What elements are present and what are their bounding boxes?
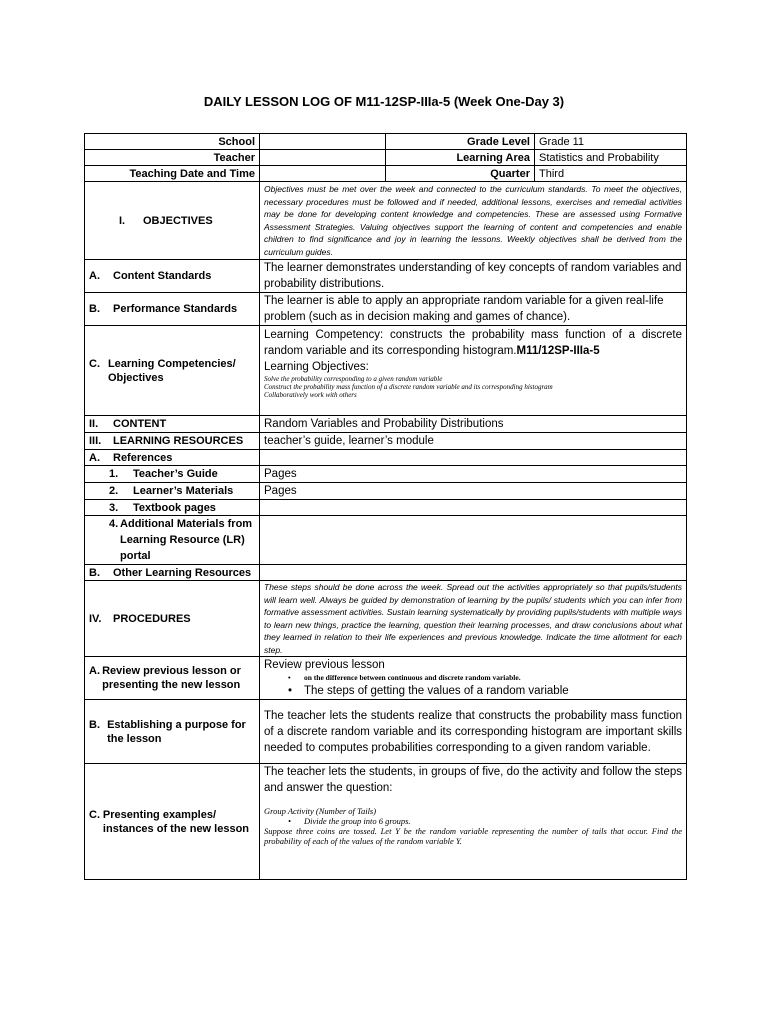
procedures-label: IV. PROCEDURES: [85, 581, 260, 657]
review-heading: Review previous lesson: [264, 659, 385, 671]
additional-materials-value: [260, 516, 687, 565]
group-activity-text: Suppose three coins are tossed. Let Y be the random variable representing the number of tails that occur. Find the probability of each of the values of the random variable Y.: [264, 826, 682, 846]
school-label: School: [85, 134, 260, 150]
teacher-label: Teacher: [85, 150, 260, 166]
procedures-note: These steps should be done across the week. Spread out the activities appropriately so that pupils/students will learn well. Always be guided by demonstration of learning by the pupils/ students which you can infer from formative assessment activities. Sustain learning systematically by providing pupils/students with multiple ways to learn new things, practice the learning, question their learning processes, and draw conclusions about what they learned in relation to their life experiences and previous knowledge. Indicate the time allotment for each step.: [260, 581, 687, 657]
purpose-label: B. Establishing a purpose for the lesson: [85, 700, 260, 764]
review-bullet-1: • on the difference between continuous and discrete random variable.: [264, 673, 682, 683]
learning-resources-label: III. LEARNING RESOURCES: [85, 433, 260, 450]
review-bullet-2: • The steps of getting the values of a random variable: [264, 683, 682, 699]
purpose-text: The teacher lets the students realize that constructs the probability mass function of a discrete random variable and its corresponding histogram are important skills needed to computes probabilities corresponding to a given random variable.: [260, 700, 687, 764]
teacher-value: [260, 150, 386, 166]
lesson-log-table: [84, 133, 686, 880]
competency-text: Learning Competency: constructs the probability mass function of a discrete random variable and its corresponding histogram.: [264, 329, 682, 357]
page-title: DAILY LESSON LOG OF M11-12SP-IIIa-5 (Week One-Day 3): [203, 94, 565, 109]
textbook-pages-label: 3. Textbook pages: [85, 500, 260, 516]
textbook-pages-value: [260, 500, 687, 516]
examples-cell: [260, 764, 687, 880]
review-label: A. Review previous lesson or presenting the new lesson: [85, 657, 260, 700]
group-activity-title: Group Activity (Number of Tails): [264, 806, 377, 816]
learning-resources-text: teacher’s guide, learner’s module: [260, 433, 687, 450]
other-resources-value: [260, 565, 687, 581]
objectives-note: Objectives must be met over the week and connected to the curriculum standards. To meet the objectives, necessary procedures must be followed and if needed, additional lessons, exercises and remedial activities may be done for developing content knowledge and competencies. These are assessed using Formative Assessment Strategies. Valuing objectives support the learning of content and competencies and enable children to find significance and joy in learning the lessons. Weekly objectives shall be derived from the curriculum guides.: [260, 182, 687, 260]
additional-materials-label: 4. Additional Materials from Learning Resource (LR) portal: [85, 516, 260, 565]
learning-area-value: Statistics and Probability: [535, 150, 687, 166]
references-label: A. References: [85, 450, 260, 466]
teaching-date-label: Teaching Date and Time: [85, 166, 260, 182]
teaching-date-value: [260, 166, 386, 182]
learners-materials-label: 2. Learner’s Materials: [85, 483, 260, 500]
examples-text: The teacher lets the students, in groups of five, do the activity and follow the steps and answer the question:: [264, 766, 682, 794]
content-standards-label: A. Content Standards: [85, 260, 260, 293]
school-value: [260, 134, 386, 150]
learners-materials-value: Pages: [260, 483, 687, 500]
learning-objective-1: Solve the probability corresponding to a given random variable: [264, 375, 443, 383]
content-label: II. CONTENT: [85, 416, 260, 433]
competency-code: M11/12SP-IIIa-5: [516, 345, 600, 357]
learning-objectives-heading: Learning Objectives:: [264, 361, 369, 373]
examples-label: C. Presenting examples/ instances of the new lesson: [85, 764, 260, 880]
content-standards-text: The learner demonstrates understanding of key concepts of random variables and probability distributions.: [260, 260, 687, 293]
learning-area-label: Learning Area: [386, 150, 535, 166]
content-text: Random Variables and Probability Distributions: [260, 416, 687, 433]
grade-level-value: Grade 11: [535, 134, 687, 150]
references-value: [260, 450, 687, 466]
objectives-label: I. OBJECTIVES: [85, 182, 260, 260]
grade-level-label: Grade Level: [386, 134, 535, 150]
learning-objective-3: Collaboratively work with others: [264, 391, 357, 399]
quarter-value: Third: [535, 166, 687, 182]
competencies-label: C. Learning Competencies/ Objectives: [85, 326, 260, 416]
review-cell: [260, 657, 687, 700]
quarter-label: Quarter: [386, 166, 535, 182]
performance-standards-label: B. Performance Standards: [85, 293, 260, 326]
performance-standards-text: The learner is able to apply an appropriate random variable for a given real-life problem (such as in decision making and games of chance).: [260, 293, 687, 326]
teachers-guide-label: 1. Teacher’s Guide: [85, 466, 260, 483]
competencies-cell: [260, 326, 687, 416]
group-activity-bullet: • Divide the group into 6 groups.: [264, 816, 682, 826]
teachers-guide-value: Pages: [260, 466, 687, 483]
learning-objective-2: Construct the probability mass function of a discrete random variable and its corresponding histogram: [264, 383, 553, 391]
other-resources-label: B. Other Learning Resources: [85, 565, 260, 581]
